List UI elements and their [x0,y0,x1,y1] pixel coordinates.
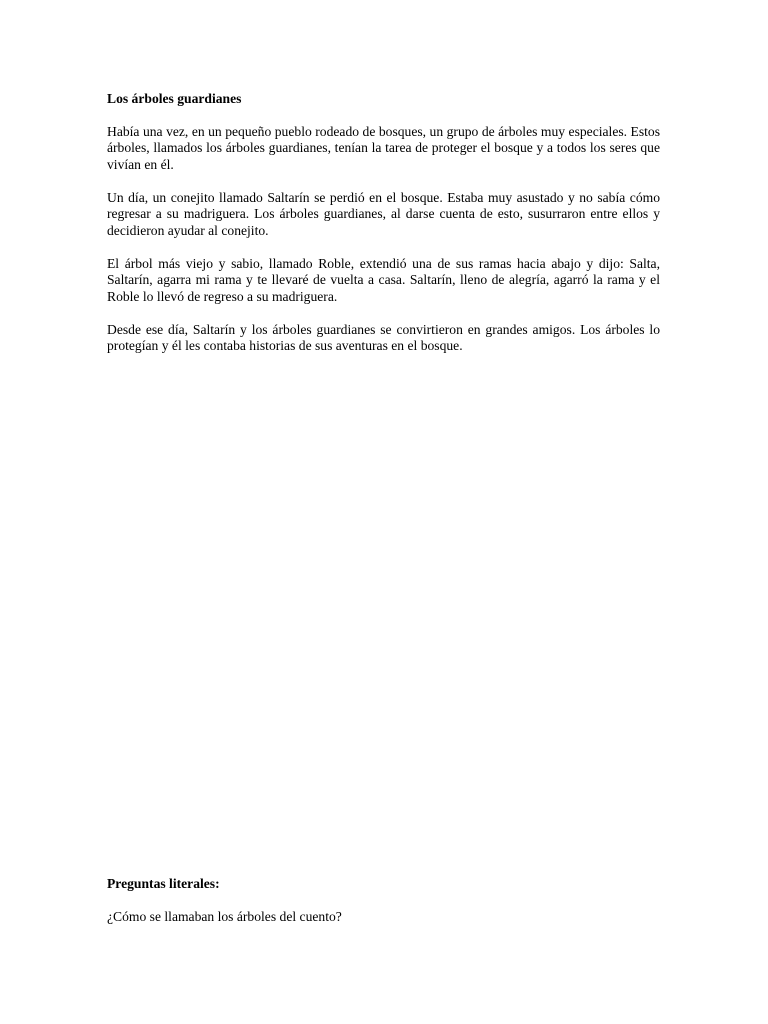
story-paragraph-2: Un día, un conejito llamado Saltarín se perdió en el bosque. Estaba muy asustado y no sabía cómo regresar a su madriguera. Los árboles guardianes, al darse cuenta de esto, susurraron entre ellos y decidieron ayudar al conejito. [107,189,660,238]
question-item-1: ¿Cómo se llamaban los árboles del cuento? [107,909,342,924]
story-paragraph-3: El árbol más viejo y sabio, llamado Roble, extendió una de sus ramas hacia abajo y dijo: Salta, Saltarín, agarra mi rama y te llevaré de vuelta a casa. Saltarín, lleno de alegría, agarró la rama y el Roble lo llevó de regreso a su madriguera. [107,255,660,304]
questions-section [107,876,660,942]
story-title: Los árboles guardianes [107,91,242,106]
story-paragraph-4: Desde ese día, Saltarín y los árboles guardianes se convirtieron en grandes amigos. Los árboles lo protegían y él les contaba historias de sus aventuras en el bosque. [107,321,660,353]
questions-heading: Preguntas literales: [107,876,220,891]
story-section [107,91,660,371]
story-paragraph-1: Había una vez, en un pequeño pueblo rodeado de bosques, un grupo de árboles muy especiales. Estos árboles, llamados los árboles guardianes, tenían la tarea de proteger el bosque y a todos los seres que vivían en él. [107,123,660,172]
